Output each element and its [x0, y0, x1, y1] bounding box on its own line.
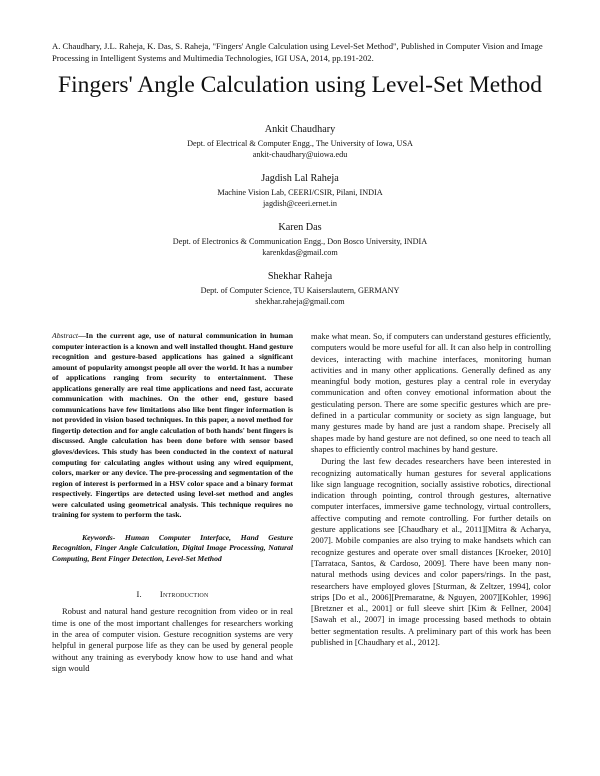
author-email: ankit-chaudhary@uiowa.edu [252, 150, 348, 159]
paper-title: Fingers' Angle Calculation using Level-Set Method [58, 72, 542, 98]
author-1 [60, 123, 540, 160]
author-affiliation: Dept. of Computer Science, TU Kaiserslautern, GERMANY [200, 286, 400, 295]
author-3 [60, 221, 540, 258]
section-number: I. [136, 589, 142, 600]
author-email: shekhar.raheja@gmail.com [255, 297, 345, 306]
author-affiliation: Machine Vision Lab, CEERI/CSIR, Pilani, INDIA [217, 188, 383, 197]
section-title: Introduction [159, 589, 209, 600]
author-name: Jagdish Lal Raheja [261, 173, 339, 184]
author-name: Ankit Chaudhary [264, 124, 336, 135]
author-name: Karen Das [278, 222, 322, 233]
author-4 [60, 270, 540, 307]
author-email: karenkdas@gmail.com [262, 248, 338, 257]
author-block [60, 123, 540, 319]
abstract-lead: Abstract [52, 331, 79, 340]
intro-paragraph-2: During the last few decades researchers have been interested in recognizing automatically human gestures for several applications like sign language recognition, socially assistive robotics, directional indication through pointing, control through gestures, alternative computer interfaces, immersive game technology, virtual controllers, affective computing and remote controlling. For further details on gesture applications see [Chaudhary et al., 2011][Mitra & Acharya, 2007]. Mobile companies are also trying to make handsets which can recognize gestures and operate over small distances [Kroeker, 2010][Tarrataca, Santos, & Cardoso, 2009]. There have been many non-natural methods using devices and color papers/rings. In the past, researchers have employed gloves [Sturman, & Zeltzer, 1994], color strips [Do et al., 2006][Premaratne, & Nguyen, 2007][Kohler, 1996][Bretzner et al., 2001] or full sleeve shirt [Kim & Fellner, 2004][Sawah et al., 2007] in image processing based methods to obtain better segmentation results. A preliminary part of this work has been published in [Chaudhary et al., 2012]. [311, 456, 551, 648]
author-2 [60, 172, 540, 209]
abstract-text: —In the current age, use of natural communication in human computer interaction is a known and well installed thought. Hand gesture recognition and gesture-based applications has gained a significant amount of popularity amongst people all over the world. It has a number of applications ranging from security to entertainment. These applications generally are real time applications and need fast, accurate communication with machines. On the other end, gesture based communications have few limitations also like bent finger information is not provided in vision based techniques. In this paper, a novel method for fingertip detection and for angle calculation of both hands' bent fingers is discussed. Angle calculation has been done before with sensor based gloves/devices. This study has been conducted in the context of natural computing for calculating angles without using any wired equipment, colors, marker or any device. The pre-processing and segmentation of the region of interest is performed in a HSV color space and a binary format respectively. Fingertips are detected using level-set method and angles were calculated using geometrical analysis. This technique requires no training for system to perform the task. [52, 331, 293, 520]
author-affiliation: Dept. of Electronics & Communication Engg., Don Bosco University, INDIA [172, 237, 428, 246]
citation-header: A. Chaudhary, J.L. Raheja, K. Das, S. Raheja, "Fingers' Angle Calculation using Level-Set Method", Published in Computer Vision and Image Processing in Intelligent Systems and Multimedia Technologies, IGI USA, 2014, pp.191-202. [52, 41, 543, 63]
abstract [52, 331, 293, 521]
intro-paragraph-continued: make what mean. So, if computers can understand gestures efficiently, computers would be more useful for all. It can also help in controlling devices, interacting with machine interfaces, monitoring human activities and in many other applications. Generally defined as any meaningful body motion, gestures play a central role in everyday communication and often convey emotional information about the gesticulating person. There are some specific gestures which are pre-defined in a particular community or society as sign language, but many gestures made by hand are just a random shape. Precisely all shapes made by hand gesture are not defined, so one need to teach all shapes to efficiently control machines by hand gesture. [311, 331, 551, 454]
left-column [52, 331, 293, 674]
intro-paragraph-left: Robust and natural hand gesture recognition from video or in real time is one of the most important challenges for researchers working in the area of computer vision. Gesture recognition systems are very helpful in general purpose life as they can be used by general people without any training as everybody know how to use hand and what sign would [52, 606, 293, 673]
keywords: Keywords- Human Computer Interface, Hand Gesture Recognition, Finger Angle Calculation, Digital Image Processing, Natural Computing, Bent Finger Detection, Level-Set Method [52, 532, 293, 563]
section-heading [52, 588, 293, 600]
author-name: Shekhar Raheja [267, 271, 333, 282]
right-column [311, 331, 551, 648]
author-email: jagdish@ceeri.ernet.in [263, 199, 337, 208]
author-affiliation: Dept. of Electrical & Computer Engg., The University of Iowa, USA [187, 139, 413, 148]
